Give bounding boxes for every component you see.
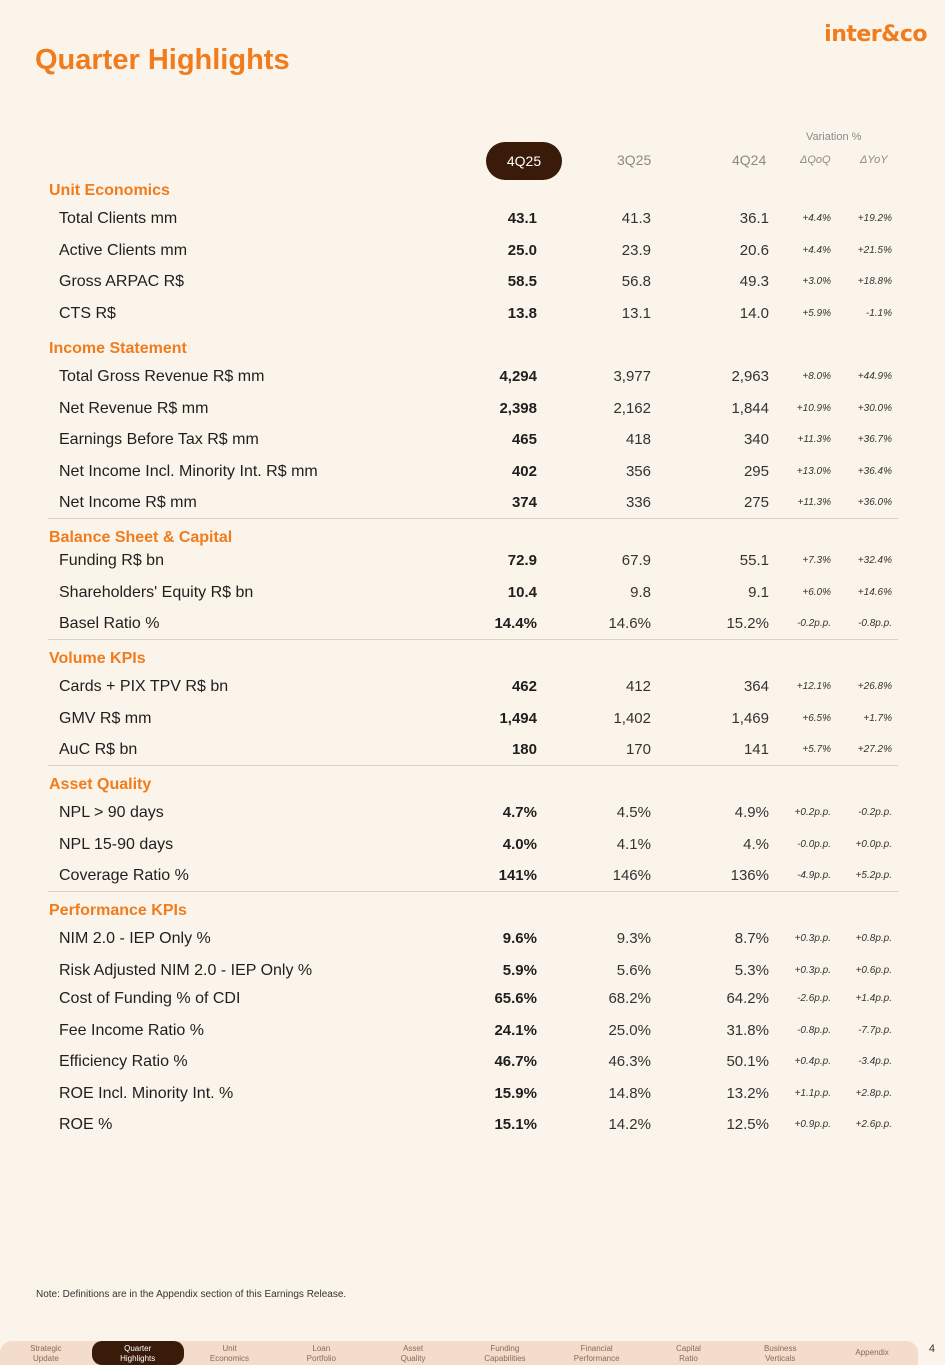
cell-v1: 465 [511,431,537,448]
cell-v3: 136% [730,867,769,884]
cell-v3: 55.1 [739,552,769,569]
cell-v3: 364 [743,678,769,695]
cell-v1: 10.4 [507,583,537,601]
cell-yoy: +27.2% [857,744,892,755]
cell-yoy: +0.8p.p. [855,933,892,944]
cell-label: Total Clients mm [59,210,178,227]
cell-v3: 49.3 [739,273,769,290]
cell-label: AuC R$ bn [59,741,138,758]
cell-v3: 12.5% [726,1116,769,1133]
column-header-yoy: ΔYoY [860,154,888,166]
cell-v3: 2,963 [731,368,769,385]
cell-qoq: +0.4p.p. [794,1056,831,1067]
cell-v1: 402 [511,462,537,480]
nav-label: Business [764,1344,797,1353]
cell-v2: 412 [625,678,651,695]
company-logo: inter&co [824,22,927,47]
bottom-nav [0,1341,918,1365]
cell-v2: 56.8 [621,273,651,290]
table-row [0,990,945,1014]
section-title: Balance Sheet & Capital [49,529,233,546]
cell-label: NPL > 90 days [59,804,164,821]
nav-label: Quarter [124,1344,152,1353]
cell-v2: 14.8% [608,1084,651,1102]
cell-qoq: +4.4% [802,213,831,224]
table-row [0,867,945,891]
cell-label: Gross ARPAC R$ [59,273,185,290]
cell-yoy: +18.8% [857,276,892,287]
cell-yoy: +36.0% [857,497,892,508]
nav-label: Appendix [855,1348,889,1357]
section-title: Volume KPIs [49,650,146,667]
cell-yoy: +19.2% [857,213,892,224]
nav-funding-capabilities[interactable] [459,1341,551,1365]
cell-qoq: +7.3% [802,555,831,566]
cell-label: Earnings Before Tax R$ mm [59,431,259,448]
cell-v3: 64.2% [726,990,769,1007]
cell-v1: 4.0% [502,835,537,853]
column-header-4q25: 4Q25 [486,142,562,180]
cell-yoy: -0.8p.p. [858,618,892,629]
nav-label: Asset [403,1344,424,1353]
cell-label: Shareholders' Equity R$ bn [59,583,254,601]
cell-v3: 20.6 [739,241,769,259]
cell-label: Net Income Incl. Minority Int. R$ mm [59,462,318,480]
cell-v2: 46.3% [608,1053,651,1070]
cell-qoq: +3.0% [802,276,831,287]
variation-label: Variation % [806,131,862,143]
cell-qoq: +5.9% [802,307,831,319]
cell-yoy: +0.0p.p. [855,838,892,850]
cell-qoq: +13.0% [796,465,831,477]
cell-yoy: +14.6% [857,586,892,598]
nav-label: Strategic [30,1344,62,1353]
nav-asset-quality[interactable] [367,1341,459,1365]
cell-yoy: +1.4p.p. [855,993,892,1004]
section-title: Income Statement [49,340,187,357]
nav-label: Economics [209,1354,250,1363]
cell-v3: 275 [743,494,769,511]
cell-v2: 4.5% [616,804,651,821]
cell-v3: 340 [743,431,769,448]
cell-label: Fee Income Ratio % [59,1021,204,1039]
cell-label: CTS R$ [59,304,116,322]
nav-label: Loan [312,1344,331,1353]
nav-label: Ratio [679,1354,698,1363]
cell-qoq: +6.0% [802,586,831,598]
nav-label: Capital [676,1344,701,1353]
cell-yoy: +2.8p.p. [855,1087,892,1099]
table-row [0,962,945,986]
cell-v3: 141 [743,741,769,758]
cell-qoq: +10.9% [796,402,831,414]
table-row [0,368,945,392]
cell-qoq: +0.2p.p. [794,807,831,818]
table-row [0,836,945,860]
cell-v3: 8.7% [734,930,769,947]
nav-label: Performance [573,1354,620,1363]
section-title: Asset Quality [49,776,152,793]
cell-v1: 15.1% [494,1116,537,1133]
cell-v2: 170 [625,741,651,758]
cell-yoy: +21.5% [857,244,892,256]
cell-v2: 23.9 [621,241,651,259]
cell-label: Cost of Funding % of CDI [59,990,241,1007]
nav-label: Unit [222,1344,237,1353]
cell-v1: 180 [511,741,537,758]
cell-v2: 336 [625,494,651,511]
table-row [0,678,945,702]
cell-v1: 374 [511,494,537,511]
cell-v2: 67.9 [621,552,651,569]
cell-label: Efficiency Ratio % [59,1053,188,1070]
cell-v3: 50.1% [726,1053,769,1070]
cell-v1: 15.9% [494,1084,537,1102]
cell-label: Net Income R$ mm [59,494,197,511]
table-row [0,1085,945,1109]
cell-v3: 295 [743,462,769,480]
cell-label: Risk Adjusted NIM 2.0 - IEP Only % [59,961,313,979]
cell-v2: 356 [625,462,651,480]
cell-qoq: +1.1p.p. [794,1087,831,1099]
cell-v1: 1,494 [499,709,537,727]
cell-v2: 3,977 [613,368,651,385]
nav-business-verticals[interactable] [734,1341,826,1365]
cell-v3: 31.8% [726,1021,769,1039]
cell-v1: 5.9% [502,961,537,979]
cell-label: Net Revenue R$ mm [59,399,209,417]
cell-v2: 9.8 [630,583,651,601]
cell-v1: 43.1 [507,210,537,227]
section-divider [48,518,898,519]
cell-yoy: -1.1% [865,307,892,319]
cell-v3: 5.3% [734,961,769,979]
table-row [0,400,945,424]
cell-label: Coverage Ratio % [59,867,189,884]
table-row [0,210,945,234]
cell-qoq: -0.8p.p. [797,1024,831,1036]
cell-label: ROE % [59,1116,113,1133]
cell-v1: 72.9 [507,552,537,569]
page-title: Quarter Highlights [35,44,290,76]
cell-yoy: -0.2p.p. [858,807,892,818]
table-row [0,615,945,639]
cell-v2: 13.1 [621,304,651,322]
cell-v3: 15.2% [726,615,769,632]
table-row [0,804,945,828]
cell-v1: 462 [511,678,537,695]
cell-v1: 65.6% [494,990,537,1007]
cell-v3: 1,844 [731,399,769,417]
nav-label: Verticals [765,1354,796,1363]
column-header-4q24: 4Q24 [732,152,767,168]
table-row [0,584,945,608]
cell-v3: 4.% [743,835,769,853]
table-row [0,494,945,518]
cell-qoq: -4.9p.p. [797,870,831,881]
cell-v3: 14.0 [739,304,769,322]
cell-yoy: -7.7p.p. [858,1024,892,1036]
section-divider [48,891,898,892]
cell-v1: 141% [498,867,537,884]
cell-qoq: -0.2p.p. [797,618,831,629]
cell-v2: 2,162 [613,399,651,417]
cell-label: NPL 15-90 days [59,835,174,853]
cell-qoq: +0.9p.p. [794,1119,831,1130]
cell-v1: 58.5 [507,273,537,290]
column-header-qoq: ΔQoQ [800,154,831,166]
section-divider [48,765,898,766]
cell-qoq: +12.1% [796,681,831,692]
cell-yoy: +2.6p.p. [855,1119,892,1130]
cell-v1: 2,398 [499,399,537,417]
nav-label: Highlights [120,1354,156,1363]
cell-label: Active Clients mm [59,241,188,259]
table-row [0,930,945,954]
nav-quarter-highlights[interactable] [92,1341,184,1365]
cell-v3: 1,469 [731,709,769,727]
nav-label: Funding [490,1344,520,1353]
cell-v3: 4.9% [734,804,769,821]
cell-v1: 25.0 [507,241,537,259]
cell-v2: 14.6% [608,615,651,632]
cell-v2: 5.6% [616,961,651,979]
section-title: Performance KPIs [49,902,187,919]
cell-v1: 4.7% [502,804,537,821]
cell-yoy: +1.7% [863,712,892,724]
cell-v2: 41.3 [621,210,651,227]
cell-yoy: +36.4% [857,465,892,477]
nav-label: Capabilities [484,1354,526,1363]
cell-yoy: +0.6p.p. [855,964,892,976]
cell-label: Total Gross Revenue R$ mm [59,368,265,385]
cell-qoq: +8.0% [802,371,831,382]
nav-label: Quality [400,1354,426,1363]
section-title: Unit Economics [49,182,170,199]
cell-label: Basel Ratio % [59,615,160,632]
cell-yoy: +30.0% [857,402,892,414]
cell-qoq: +4.4% [802,244,831,256]
table-row [0,463,945,487]
section-divider [48,639,898,640]
nav-strategic-update[interactable] [0,1341,92,1365]
table-row [0,1053,945,1077]
nav-loan-portfolio[interactable] [275,1341,367,1365]
cell-label: Cards + PIX TPV R$ bn [59,678,229,695]
cell-label: GMV R$ mm [59,709,152,727]
cell-yoy: +32.4% [857,555,892,566]
cell-v1: 46.7% [494,1053,537,1070]
cell-yoy: +26.8% [857,681,892,692]
table-row [0,741,945,765]
footnote: Note: Definitions are in the Appendix section of this Earnings Release. [36,1289,347,1300]
cell-qoq: +0.3p.p. [794,964,831,976]
table-row [0,1116,945,1140]
nav-appendix[interactable] [826,1341,918,1365]
nav-unit-economics[interactable] [184,1341,276,1365]
table-row [0,242,945,266]
cell-yoy: +44.9% [857,371,892,382]
cell-v3: 9.1 [748,583,769,601]
nav-financial-performance[interactable] [551,1341,643,1365]
cell-v2: 4.1% [616,835,651,853]
cell-v2: 9.3% [616,930,651,947]
table-row [0,710,945,734]
cell-v2: 418 [625,431,651,448]
cell-yoy: -3.4p.p. [858,1056,892,1067]
nav-capital-ratio[interactable] [643,1341,735,1365]
nav-label: Update [33,1354,59,1363]
table-row [0,552,945,576]
nav-label: Financial [580,1344,613,1353]
cell-v2: 68.2% [608,990,651,1007]
cell-label: ROE Incl. Minority Int. % [59,1084,234,1102]
table-row [0,1022,945,1046]
cell-qoq: +11.3% [797,434,831,445]
cell-v1: 9.6% [502,930,537,947]
cell-v1: 24.1% [494,1021,537,1039]
cell-yoy: +5.2p.p. [855,870,892,881]
cell-v1: 4,294 [499,368,537,385]
nav-label: Portfolio [306,1354,336,1363]
column-header-3q25: 3Q25 [617,152,652,168]
cell-qoq: +6.5% [802,712,831,724]
cell-qoq: +11.3% [797,497,831,508]
cell-qoq: -2.6p.p. [797,993,831,1004]
cell-v1: 14.4% [494,615,537,632]
cell-v1: 13.8 [507,304,537,322]
cell-v3: 13.2% [726,1084,769,1102]
cell-label: NIM 2.0 - IEP Only % [59,930,211,947]
page-number: 4 [928,1343,935,1355]
cell-qoq: +0.3p.p. [794,933,831,944]
cell-v2: 14.2% [608,1116,651,1133]
cell-v3: 36.1 [739,210,769,227]
cell-yoy: +36.7% [857,434,892,445]
cell-qoq: -0.0p.p. [797,838,831,850]
cell-v2: 25.0% [608,1021,651,1039]
cell-v2: 146% [612,867,651,884]
table-row [0,273,945,297]
table-row [0,305,945,329]
cell-label: Funding R$ bn [59,552,164,569]
cell-qoq: +5.7% [802,744,831,755]
cell-v2: 1,402 [613,709,651,727]
table-row [0,431,945,455]
